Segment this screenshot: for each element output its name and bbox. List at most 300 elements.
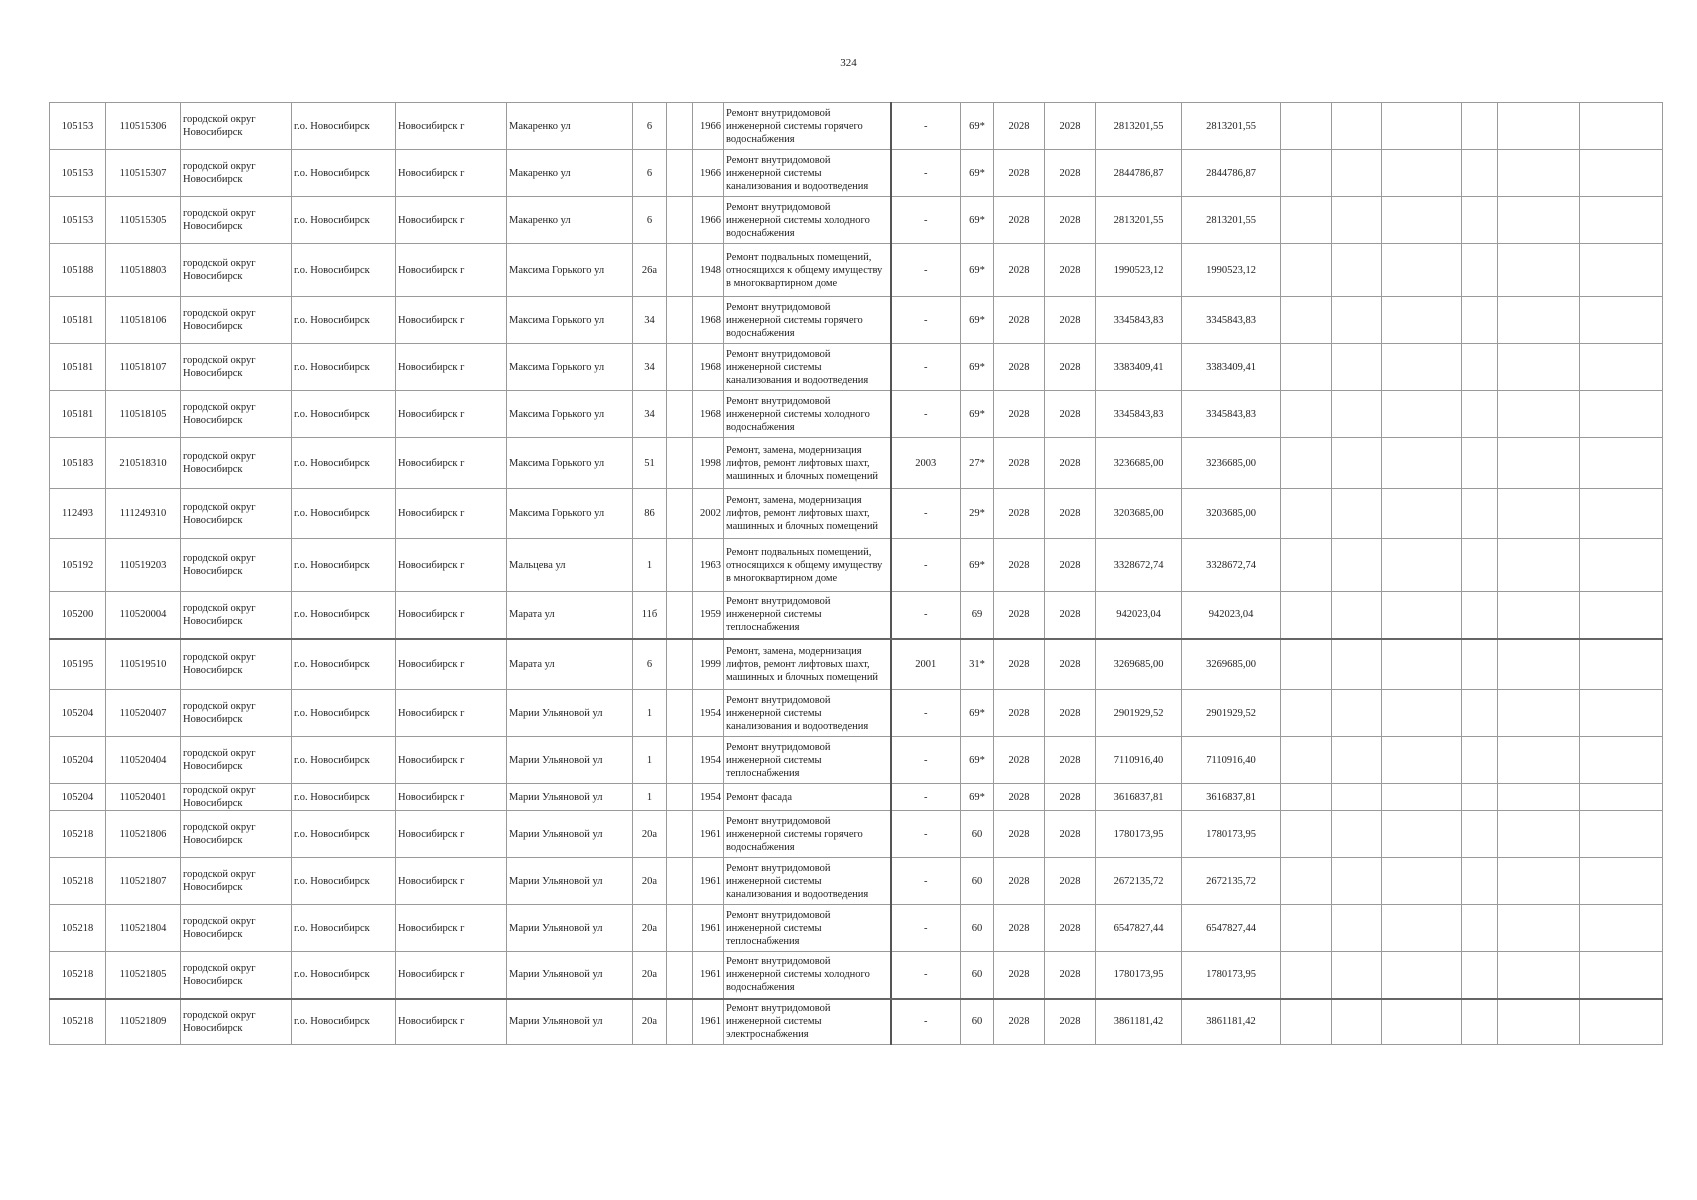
building-cell xyxy=(667,150,693,197)
complete-year-cell: 2028 xyxy=(1045,197,1096,244)
plan-year-cell: 2028 xyxy=(994,489,1045,539)
total-cost-cell: 3616837,81 xyxy=(1182,784,1281,811)
build-year-cell: 1968 xyxy=(693,297,724,344)
house-number-cell: 6 xyxy=(633,197,667,244)
complete-year-cell: 2028 xyxy=(1045,244,1096,297)
building-cell xyxy=(667,438,693,489)
cost-cell: 3269685,00 xyxy=(1096,639,1182,690)
work-type-cell: Ремонт, замена, модернизация лифтов, ремонт лифтовых шахт, машинных и блочных помещений xyxy=(724,489,891,539)
total-cost-cell: 3236685,00 xyxy=(1182,438,1281,489)
district-cell: г.о. Новосибирск xyxy=(292,150,396,197)
cost-cell: 1780173,95 xyxy=(1096,952,1182,999)
city-cell: Новосибирск г xyxy=(396,999,507,1045)
empty-cell xyxy=(1498,344,1580,391)
build-year-cell: 1968 xyxy=(693,391,724,438)
building-cell xyxy=(667,489,693,539)
city-cell: Новосибирск г xyxy=(396,489,507,539)
table-row xyxy=(50,103,1663,150)
empty-cell xyxy=(1332,639,1382,690)
municipality-cell: городской округ Новосибирск xyxy=(181,244,292,297)
empty-cell xyxy=(1580,858,1663,905)
table-row xyxy=(50,999,1663,1045)
city-cell: Новосибирск г xyxy=(396,297,507,344)
empty-cell xyxy=(1382,592,1462,639)
total-cost-cell: 1780173,95 xyxy=(1182,811,1281,858)
street-cell: Марии Ульяновой ул xyxy=(507,952,633,999)
build-year-cell: 1954 xyxy=(693,737,724,784)
empty-cell xyxy=(1332,344,1382,391)
work-type-cell: Ремонт внутридомовой инженерной системы канализования и водоотведения xyxy=(724,690,891,737)
build-year-cell: 1959 xyxy=(693,592,724,639)
plan-year-cell: 2028 xyxy=(994,244,1045,297)
street-cell: Марии Ульяновой ул xyxy=(507,690,633,737)
wear-cell: 60 xyxy=(961,999,994,1045)
empty-cell xyxy=(1332,737,1382,784)
table-row xyxy=(50,737,1663,784)
commission-year-cell: - xyxy=(891,811,961,858)
empty-cell xyxy=(1498,690,1580,737)
empty-cell xyxy=(1332,197,1382,244)
work-code-cell: 110519510 xyxy=(106,639,181,690)
complete-year-cell: 2028 xyxy=(1045,150,1096,197)
empty-cell xyxy=(1498,197,1580,244)
complete-year-cell: 2028 xyxy=(1045,592,1096,639)
empty-cell xyxy=(1332,905,1382,952)
district-cell: г.о. Новосибирск xyxy=(292,905,396,952)
municipality-cell: городской округ Новосибирск xyxy=(181,344,292,391)
work-code-cell: 110521809 xyxy=(106,999,181,1045)
plan-year-cell: 2028 xyxy=(994,905,1045,952)
empty-cell xyxy=(1462,103,1498,150)
empty-cell xyxy=(1332,489,1382,539)
table-row xyxy=(50,905,1663,952)
cost-cell: 2844786,87 xyxy=(1096,150,1182,197)
work-code-cell: 110520401 xyxy=(106,784,181,811)
plan-year-cell: 2028 xyxy=(994,858,1045,905)
empty-cell xyxy=(1580,103,1663,150)
wear-cell: 69* xyxy=(961,784,994,811)
empty-cell xyxy=(1281,905,1332,952)
house-id-cell: 105195 xyxy=(50,639,106,690)
wear-cell: 69 xyxy=(961,592,994,639)
municipality-cell: городской округ Новосибирск xyxy=(181,952,292,999)
table-row xyxy=(50,244,1663,297)
work-type-cell: Ремонт внутридомовой инженерной системы электроснабжения xyxy=(724,999,891,1045)
total-cost-cell: 3328672,74 xyxy=(1182,539,1281,592)
plan-year-cell: 2028 xyxy=(994,391,1045,438)
building-cell xyxy=(667,639,693,690)
cost-cell: 2813201,55 xyxy=(1096,197,1182,244)
empty-cell xyxy=(1498,150,1580,197)
table-row xyxy=(50,344,1663,391)
street-cell: Максима Горького ул xyxy=(507,297,633,344)
empty-cell xyxy=(1462,592,1498,639)
street-cell: Марии Ульяновой ул xyxy=(507,905,633,952)
house-number-cell: 1 xyxy=(633,784,667,811)
empty-cell xyxy=(1281,489,1332,539)
work-code-cell: 111249310 xyxy=(106,489,181,539)
building-cell xyxy=(667,784,693,811)
empty-cell xyxy=(1580,639,1663,690)
empty-cell xyxy=(1498,391,1580,438)
street-cell: Максима Горького ул xyxy=(507,489,633,539)
wear-cell: 29* xyxy=(961,489,994,539)
table-row xyxy=(50,539,1663,592)
empty-cell xyxy=(1580,952,1663,999)
plan-year-cell: 2028 xyxy=(994,784,1045,811)
empty-cell xyxy=(1382,999,1462,1045)
work-type-cell: Ремонт подвальных помещений, относящихся к общему имуществу в многоквартирном доме xyxy=(724,539,891,592)
wear-cell: 69* xyxy=(961,244,994,297)
total-cost-cell: 2901929,52 xyxy=(1182,690,1281,737)
commission-year-cell: - xyxy=(891,391,961,438)
empty-cell xyxy=(1498,103,1580,150)
cost-cell: 2672135,72 xyxy=(1096,858,1182,905)
house-id-cell: 105181 xyxy=(50,391,106,438)
empty-cell xyxy=(1281,690,1332,737)
empty-cell xyxy=(1498,539,1580,592)
plan-year-cell: 2028 xyxy=(994,344,1045,391)
empty-cell xyxy=(1498,639,1580,690)
table-row xyxy=(50,784,1663,811)
house-number-cell: 1 xyxy=(633,690,667,737)
empty-cell xyxy=(1332,592,1382,639)
building-cell xyxy=(667,539,693,592)
cost-cell: 3383409,41 xyxy=(1096,344,1182,391)
work-type-cell: Ремонт внутридомовой инженерной системы холодного водоснабжения xyxy=(724,197,891,244)
plan-year-cell: 2028 xyxy=(994,592,1045,639)
building-cell xyxy=(667,197,693,244)
table-row xyxy=(50,391,1663,438)
municipality-cell: городской округ Новосибирск xyxy=(181,858,292,905)
build-year-cell: 1999 xyxy=(693,639,724,690)
table-row xyxy=(50,811,1663,858)
empty-cell xyxy=(1281,539,1332,592)
empty-cell xyxy=(1382,952,1462,999)
house-id-cell: 105181 xyxy=(50,344,106,391)
build-year-cell: 1998 xyxy=(693,438,724,489)
empty-cell xyxy=(1580,391,1663,438)
empty-cell xyxy=(1382,297,1462,344)
build-year-cell: 1968 xyxy=(693,344,724,391)
building-cell xyxy=(667,905,693,952)
house-id-cell: 105192 xyxy=(50,539,106,592)
complete-year-cell: 2028 xyxy=(1045,905,1096,952)
empty-cell xyxy=(1498,784,1580,811)
municipality-cell: городской округ Новосибирск xyxy=(181,690,292,737)
cost-cell: 1990523,12 xyxy=(1096,244,1182,297)
empty-cell xyxy=(1462,197,1498,244)
complete-year-cell: 2028 xyxy=(1045,344,1096,391)
house-number-cell: 51 xyxy=(633,438,667,489)
empty-cell xyxy=(1580,905,1663,952)
city-cell: Новосибирск г xyxy=(396,592,507,639)
table-row xyxy=(50,952,1663,999)
empty-cell xyxy=(1462,244,1498,297)
city-cell: Новосибирск г xyxy=(396,905,507,952)
build-year-cell: 1948 xyxy=(693,244,724,297)
empty-cell xyxy=(1498,592,1580,639)
municipality-cell: городской округ Новосибирск xyxy=(181,999,292,1045)
total-cost-cell: 3345843,83 xyxy=(1182,297,1281,344)
district-cell: г.о. Новосибирск xyxy=(292,244,396,297)
table-row xyxy=(50,438,1663,489)
city-cell: Новосибирск г xyxy=(396,244,507,297)
street-cell: Максима Горького ул xyxy=(507,244,633,297)
total-cost-cell: 6547827,44 xyxy=(1182,905,1281,952)
wear-cell: 69* xyxy=(961,690,994,737)
street-cell: Марии Ульяновой ул xyxy=(507,811,633,858)
street-cell: Мальцева ул xyxy=(507,539,633,592)
empty-cell xyxy=(1382,737,1462,784)
city-cell: Новосибирск г xyxy=(396,438,507,489)
municipality-cell: городской округ Новосибирск xyxy=(181,737,292,784)
work-type-cell: Ремонт, замена, модернизация лифтов, ремонт лифтовых шахт, машинных и блочных помещений xyxy=(724,438,891,489)
municipality-cell: городской округ Новосибирск xyxy=(181,197,292,244)
house-id-cell: 105188 xyxy=(50,244,106,297)
empty-cell xyxy=(1462,489,1498,539)
commission-year-cell: - xyxy=(891,244,961,297)
wear-cell: 69* xyxy=(961,297,994,344)
work-code-cell: 210518310 xyxy=(106,438,181,489)
complete-year-cell: 2028 xyxy=(1045,999,1096,1045)
build-year-cell: 1961 xyxy=(693,858,724,905)
empty-cell xyxy=(1580,539,1663,592)
total-cost-cell: 2844786,87 xyxy=(1182,150,1281,197)
building-cell xyxy=(667,999,693,1045)
empty-cell xyxy=(1281,639,1332,690)
empty-cell xyxy=(1462,905,1498,952)
build-year-cell: 1961 xyxy=(693,952,724,999)
empty-cell xyxy=(1281,391,1332,438)
house-id-cell: 105204 xyxy=(50,784,106,811)
cost-cell: 2813201,55 xyxy=(1096,103,1182,150)
house-id-cell: 105218 xyxy=(50,999,106,1045)
house-id-cell: 105200 xyxy=(50,592,106,639)
empty-cell xyxy=(1382,344,1462,391)
build-year-cell: 1961 xyxy=(693,999,724,1045)
empty-cell xyxy=(1281,150,1332,197)
house-id-cell: 105181 xyxy=(50,297,106,344)
work-type-cell: Ремонт внутридомовой инженерной системы холодного водоснабжения xyxy=(724,391,891,438)
municipality-cell: городской округ Новосибирск xyxy=(181,639,292,690)
empty-cell xyxy=(1382,639,1462,690)
work-code-cell: 110521805 xyxy=(106,952,181,999)
house-number-cell: 6 xyxy=(633,103,667,150)
empty-cell xyxy=(1498,244,1580,297)
street-cell: Макаренко ул xyxy=(507,197,633,244)
empty-cell xyxy=(1332,952,1382,999)
cost-cell: 3345843,83 xyxy=(1096,391,1182,438)
work-type-cell: Ремонт внутридомовой инженерной системы горячего водоснабжения xyxy=(724,297,891,344)
work-code-cell: 110519203 xyxy=(106,539,181,592)
building-cell xyxy=(667,690,693,737)
building-cell xyxy=(667,737,693,784)
complete-year-cell: 2028 xyxy=(1045,103,1096,150)
plan-year-cell: 2028 xyxy=(994,690,1045,737)
empty-cell xyxy=(1462,639,1498,690)
municipality-cell: городской округ Новосибирск xyxy=(181,489,292,539)
district-cell: г.о. Новосибирск xyxy=(292,811,396,858)
empty-cell xyxy=(1498,858,1580,905)
house-id-cell: 105183 xyxy=(50,438,106,489)
complete-year-cell: 2028 xyxy=(1045,784,1096,811)
house-number-cell: 20а xyxy=(633,905,667,952)
city-cell: Новосибирск г xyxy=(396,150,507,197)
district-cell: г.о. Новосибирск xyxy=(292,592,396,639)
complete-year-cell: 2028 xyxy=(1045,737,1096,784)
table-row xyxy=(50,150,1663,197)
plan-year-cell: 2028 xyxy=(994,297,1045,344)
build-year-cell: 1966 xyxy=(693,103,724,150)
empty-cell xyxy=(1382,391,1462,438)
house-number-cell: 6 xyxy=(633,639,667,690)
total-cost-cell: 1990523,12 xyxy=(1182,244,1281,297)
house-id-cell: 105218 xyxy=(50,858,106,905)
wear-cell: 69* xyxy=(961,197,994,244)
city-cell: Новосибирск г xyxy=(396,103,507,150)
cost-cell: 3328672,74 xyxy=(1096,539,1182,592)
district-cell: г.о. Новосибирск xyxy=(292,784,396,811)
empty-cell xyxy=(1332,539,1382,592)
work-code-cell: 110518803 xyxy=(106,244,181,297)
empty-cell xyxy=(1332,784,1382,811)
empty-cell xyxy=(1332,297,1382,344)
empty-cell xyxy=(1580,150,1663,197)
house-id-cell: 105218 xyxy=(50,905,106,952)
empty-cell xyxy=(1382,858,1462,905)
municipality-cell: городской округ Новосибирск xyxy=(181,150,292,197)
house-number-cell: 20а xyxy=(633,999,667,1045)
build-year-cell: 1954 xyxy=(693,784,724,811)
plan-year-cell: 2028 xyxy=(994,438,1045,489)
work-type-cell: Ремонт внутридомовой инженерной системы теплоснабжения xyxy=(724,592,891,639)
city-cell: Новосибирск г xyxy=(396,639,507,690)
work-code-cell: 110515307 xyxy=(106,150,181,197)
house-id-cell: 105218 xyxy=(50,952,106,999)
work-code-cell: 110520407 xyxy=(106,690,181,737)
house-number-cell: 11б xyxy=(633,592,667,639)
empty-cell xyxy=(1332,690,1382,737)
empty-cell xyxy=(1580,999,1663,1045)
district-cell: г.о. Новосибирск xyxy=(292,489,396,539)
wear-cell: 69* xyxy=(961,150,994,197)
empty-cell xyxy=(1281,438,1332,489)
street-cell: Марата ул xyxy=(507,639,633,690)
commission-year-cell: - xyxy=(891,150,961,197)
municipality-cell: городской округ Новосибирск xyxy=(181,297,292,344)
empty-cell xyxy=(1281,999,1332,1045)
municipality-cell: городской округ Новосибирск xyxy=(181,438,292,489)
empty-cell xyxy=(1382,784,1462,811)
house-number-cell: 6 xyxy=(633,150,667,197)
empty-cell xyxy=(1382,197,1462,244)
building-cell xyxy=(667,592,693,639)
district-cell: г.о. Новосибирск xyxy=(292,297,396,344)
commission-year-cell: - xyxy=(891,737,961,784)
cost-cell: 3345843,83 xyxy=(1096,297,1182,344)
plan-year-cell: 2028 xyxy=(994,103,1045,150)
house-id-cell: 105153 xyxy=(50,197,106,244)
empty-cell xyxy=(1462,952,1498,999)
street-cell: Максима Горького ул xyxy=(507,438,633,489)
build-year-cell: 1961 xyxy=(693,811,724,858)
complete-year-cell: 2028 xyxy=(1045,438,1096,489)
empty-cell xyxy=(1498,811,1580,858)
work-code-cell: 110518106 xyxy=(106,297,181,344)
municipality-cell: городской округ Новосибирск xyxy=(181,539,292,592)
plan-year-cell: 2028 xyxy=(994,737,1045,784)
district-cell: г.о. Новосибирск xyxy=(292,737,396,784)
wear-cell: 69* xyxy=(961,103,994,150)
empty-cell xyxy=(1281,244,1332,297)
cost-cell: 3861181,42 xyxy=(1096,999,1182,1045)
city-cell: Новосибирск г xyxy=(396,784,507,811)
work-code-cell: 110515306 xyxy=(106,103,181,150)
cost-cell: 2901929,52 xyxy=(1096,690,1182,737)
commission-year-cell: 2003 xyxy=(891,438,961,489)
empty-cell xyxy=(1462,344,1498,391)
empty-cell xyxy=(1382,690,1462,737)
building-cell xyxy=(667,103,693,150)
work-type-cell: Ремонт внутридомовой инженерной системы горячего водоснабжения xyxy=(724,103,891,150)
house-id-cell: 105204 xyxy=(50,690,106,737)
empty-cell xyxy=(1462,150,1498,197)
empty-cell xyxy=(1382,438,1462,489)
cost-cell: 6547827,44 xyxy=(1096,905,1182,952)
district-cell: г.о. Новосибирск xyxy=(292,639,396,690)
cost-cell: 7110916,40 xyxy=(1096,737,1182,784)
district-cell: г.о. Новосибирск xyxy=(292,858,396,905)
empty-cell xyxy=(1382,811,1462,858)
wear-cell: 60 xyxy=(961,905,994,952)
total-cost-cell: 3345843,83 xyxy=(1182,391,1281,438)
cost-cell: 1780173,95 xyxy=(1096,811,1182,858)
plan-year-cell: 2028 xyxy=(994,811,1045,858)
empty-cell xyxy=(1462,737,1498,784)
empty-cell xyxy=(1580,438,1663,489)
commission-year-cell: - xyxy=(891,905,961,952)
district-cell: г.о. Новосибирск xyxy=(292,952,396,999)
cost-cell: 3236685,00 xyxy=(1096,438,1182,489)
total-cost-cell: 942023,04 xyxy=(1182,592,1281,639)
municipality-cell: городской округ Новосибирск xyxy=(181,103,292,150)
total-cost-cell: 3383409,41 xyxy=(1182,344,1281,391)
plan-year-cell: 2028 xyxy=(994,539,1045,592)
complete-year-cell: 2028 xyxy=(1045,539,1096,592)
house-number-cell: 1 xyxy=(633,737,667,784)
street-cell: Макаренко ул xyxy=(507,103,633,150)
street-cell: Максима Горького ул xyxy=(507,391,633,438)
commission-year-cell: - xyxy=(891,197,961,244)
empty-cell xyxy=(1281,784,1332,811)
empty-cell xyxy=(1580,244,1663,297)
work-type-cell: Ремонт внутридомовой инженерной системы теплоснабжения xyxy=(724,737,891,784)
total-cost-cell: 1780173,95 xyxy=(1182,952,1281,999)
house-number-cell: 20а xyxy=(633,811,667,858)
empty-cell xyxy=(1462,297,1498,344)
table-row xyxy=(50,489,1663,539)
table-row xyxy=(50,858,1663,905)
house-id-cell: 105153 xyxy=(50,103,106,150)
municipality-cell: городской округ Новосибирск xyxy=(181,905,292,952)
empty-cell xyxy=(1580,197,1663,244)
house-number-cell: 86 xyxy=(633,489,667,539)
work-code-cell: 110518107 xyxy=(106,344,181,391)
build-year-cell: 1963 xyxy=(693,539,724,592)
city-cell: Новосибирск г xyxy=(396,952,507,999)
empty-cell xyxy=(1382,489,1462,539)
